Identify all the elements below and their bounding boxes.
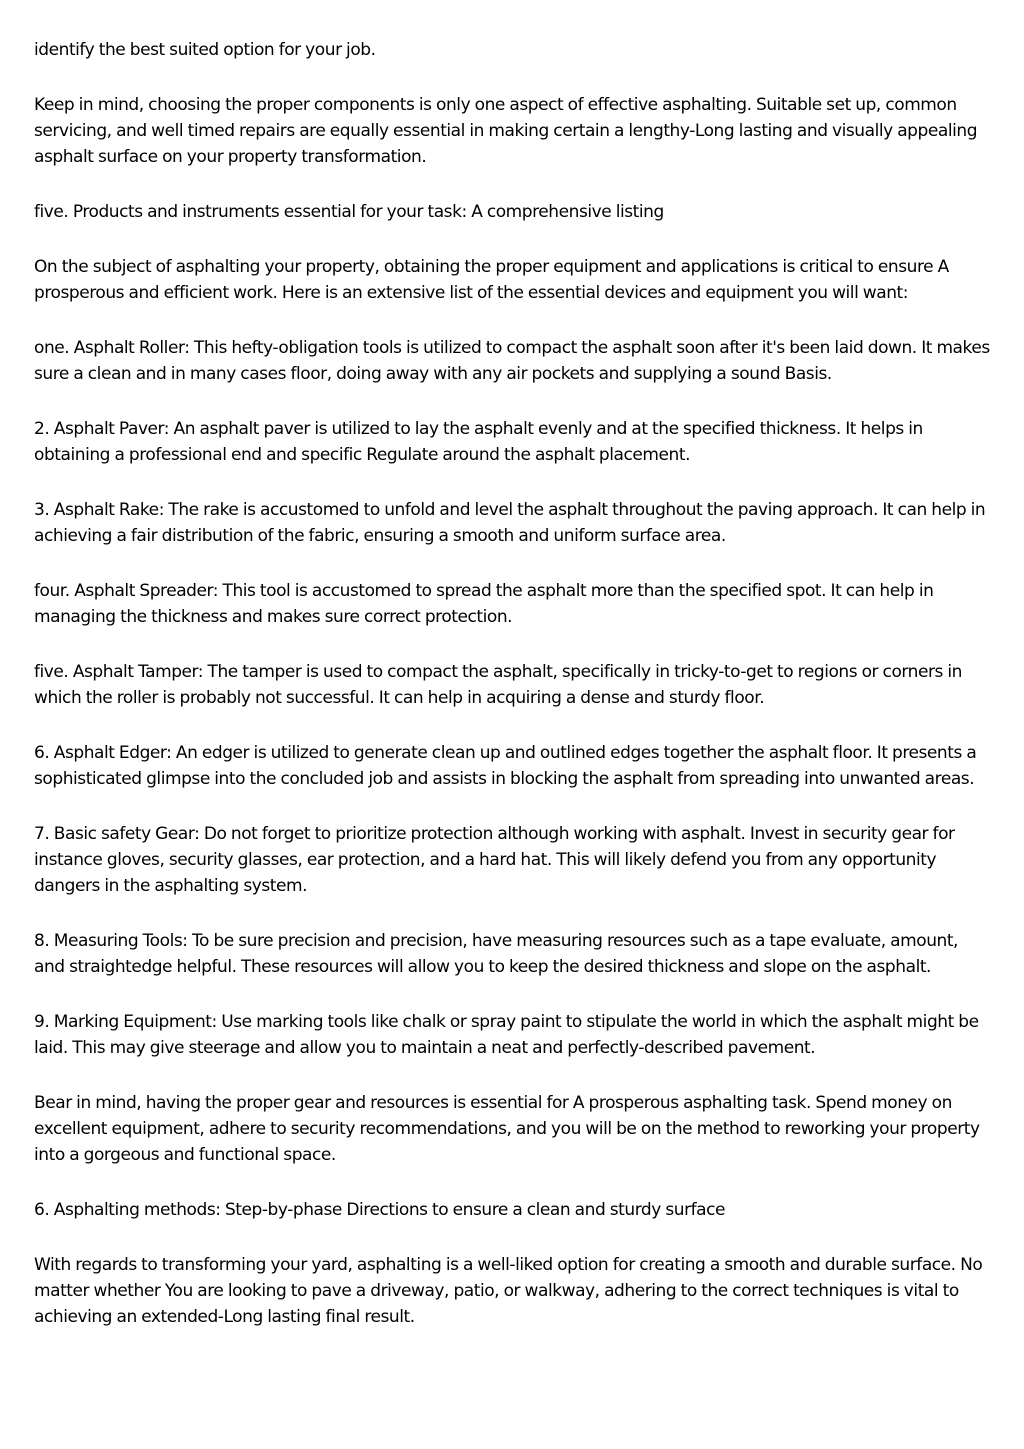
paragraph-components-note: Keep in mind, choosing the proper components is only one aspect of effective asphalting. Suitable set up, common servicing, and well timed repairs are equally essential in making certain a lengthy-Long lasting and visually appealing asphalt surface on your property transformation. — [34, 95, 978, 167]
section-heading-methods: 6. Asphalting methods: Step-by-phase Directions to ensure a clean and sturdy surface — [34, 1200, 726, 1220]
list-item-asphalt-rake: 3. Asphalt Rake: The rake is accustomed to unfold and level the asphalt throughout the paving approach. It can help in achieving a fair distribution of the fabric, ensuring a smooth and uniform surface area. — [34, 500, 986, 546]
paragraph-intro-fragment: identify the best suited option for your job. — [34, 40, 376, 60]
paragraph-equipment-intro: On the subject of asphalting your property, obtaining the proper equipment and applications is critical to ensure A prosperous and efficient work. Here is an extensive list of the essential devices and equipment you will want: — [34, 257, 949, 303]
paragraph-equipment-summary: Bear in mind, having the proper gear and resources is essential for A prosperous asphalting task. Spend money on excellent equipment, adhere to security recommendations, and you will be on the method to reworking your property into a gorgeous and functional space. — [34, 1093, 980, 1165]
paragraph-methods-intro: With regards to transforming your yard, asphalting is a well-liked option for creating a smooth and durable surface. No matter whether You are looking to pave a driveway, patio, or walkway, adhering to the correct techniques is vital to achieving an extended-Long lasting final result. — [34, 1255, 983, 1327]
list-item-marking-equipment: 9. Marking Equipment: Use marking tools like chalk or spray paint to stipulate the world in which the asphalt might be laid. This may give steerage and allow you to maintain a neat and perfectly-described pavement. — [34, 1012, 979, 1058]
list-item-asphalt-paver: 2. Asphalt Paver: An asphalt paver is utilized to lay the asphalt evenly and at the specified thickness. It helps in obtaining a professional end and specific Regulate around the asphalt placement. — [34, 419, 923, 465]
list-item-safety-gear: 7. Basic safety Gear: Do not forget to prioritize protection although working with asphalt. Invest in security gear for instance gloves, security glasses, ear protection, and a hard hat. This will likely defend you from any opportunity dangers in the asphalting system. — [34, 824, 955, 896]
list-item-asphalt-spreader: four. Asphalt Spreader: This tool is accustomed to spread the asphalt more than the specified spot. It can help in managing the thickness and makes sure correct protection. — [34, 581, 934, 627]
document-body — [34, 37, 992, 1359]
list-item-measuring-tools: 8. Measuring Tools: To be sure precision and precision, have measuring resources such as a tape evaluate, amount, and straightedge helpful. These resources will allow you to keep the desired thickness and slope on the asphalt. — [34, 931, 959, 977]
list-item-asphalt-edger: 6. Asphalt Edger: An edger is utilized to generate clean up and outlined edges together the asphalt floor. It presents a sophisticated glimpse into the concluded job and assists in blocking the asphalt from spreading into unwanted areas. — [34, 743, 977, 789]
list-item-asphalt-tamper: five. Asphalt Tamper: The tamper is used to compact the asphalt, specifically in tricky-to-get to regions or corners in which the roller is probably not successful. It can help in acquiring a dense and sturdy floor. — [34, 662, 962, 708]
list-item-asphalt-roller: one. Asphalt Roller: This hefty-obligation tools is utilized to compact the asphalt soon after it's been laid down. It makes sure a clean and in many cases floor, doing away with any air pockets and supplying a sound Basis. — [34, 338, 990, 384]
section-heading-equipment: five. Products and instruments essential for your task: A comprehensive listing — [34, 202, 664, 222]
